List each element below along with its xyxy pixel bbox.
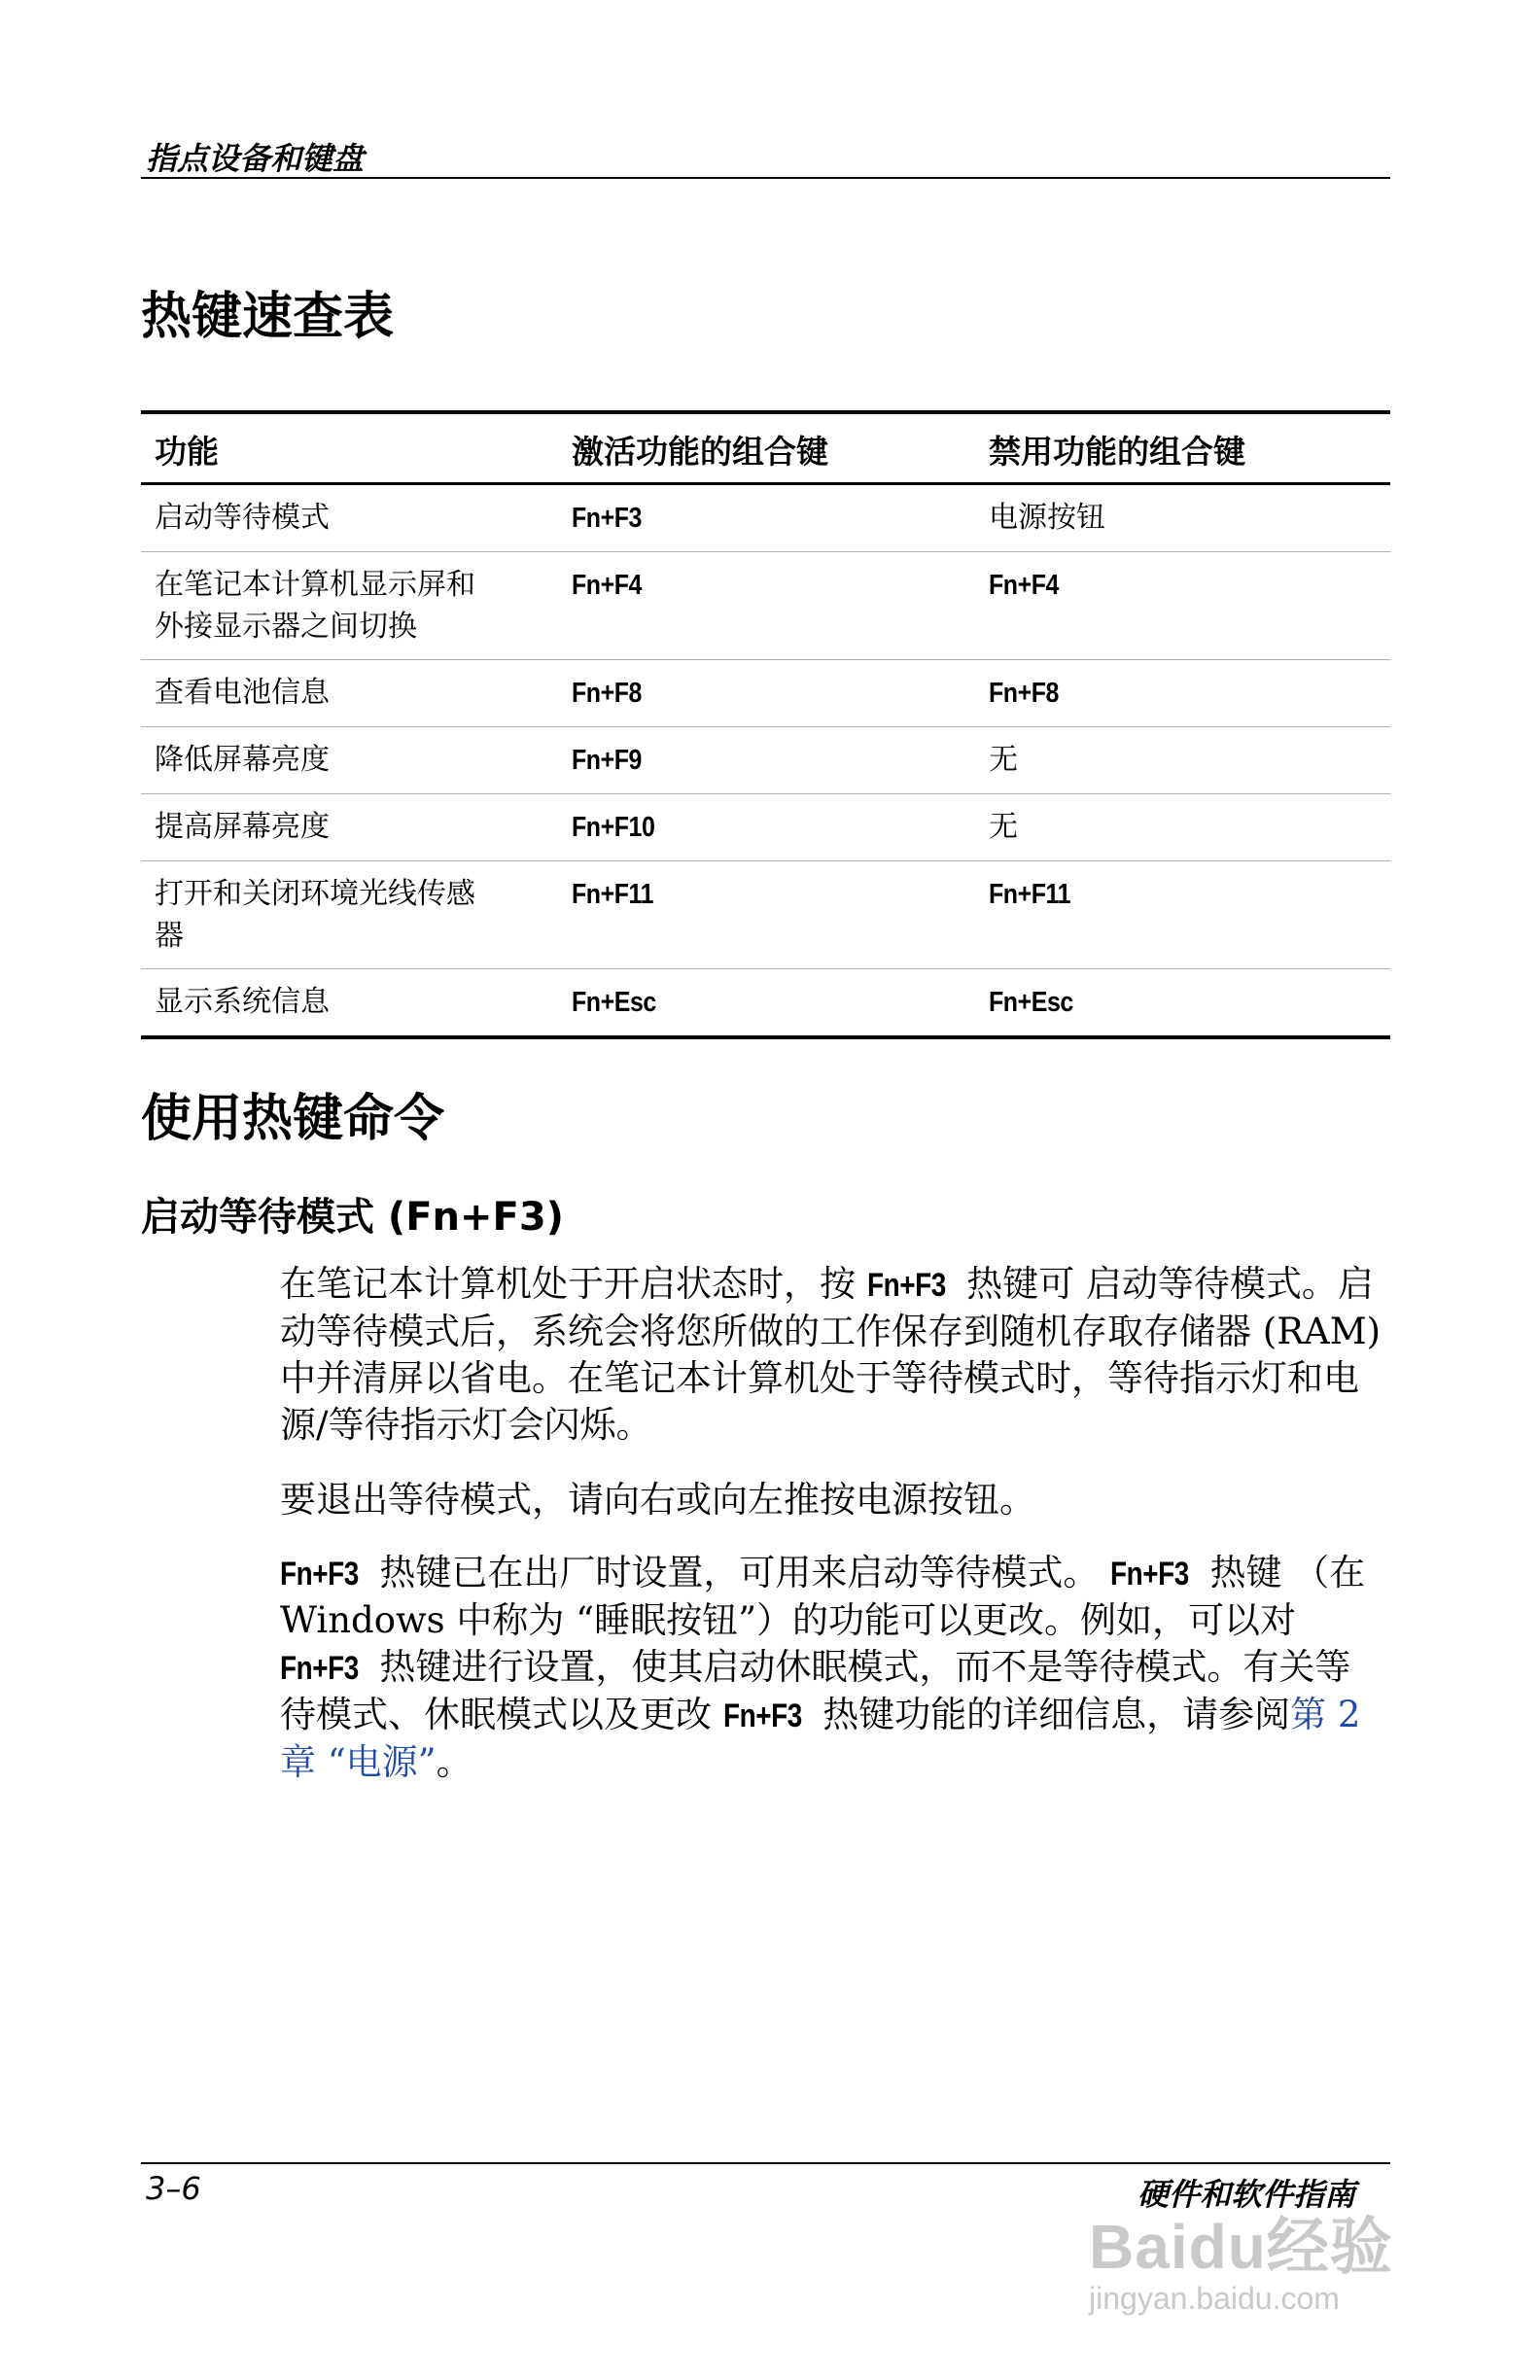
cell-activate-key: Fn+Esc <box>572 987 656 1018</box>
inline-key: Fn+F3 <box>1110 1556 1189 1592</box>
table-header-row <box>141 412 1390 484</box>
inline-key: Fn+F3 <box>722 1698 802 1734</box>
section-title-using-hotkeys: 使用热键命令 <box>141 1090 445 1148</box>
section-title-hotkey-quick-reference: 热键速查表 <box>141 288 395 346</box>
cell-function: 降低屏幕亮度 <box>141 727 558 794</box>
column-header-function: 功能 <box>141 412 558 484</box>
table-row <box>141 794 1390 861</box>
column-header-deactivate: 禁用功能的组合键 <box>975 412 1390 484</box>
page-number: 3–6 <box>146 2170 201 2207</box>
cell-deactivate-key: Fn+F8 <box>975 660 1390 727</box>
cell-deactivate-key: 电源按钮 <box>975 484 1390 552</box>
cell-function: 显示系统信息 <box>155 985 330 1019</box>
paragraph-exit-standby: 要退出等待模式，请向右或向左推按电源按钮。 <box>280 1479 1035 1521</box>
table-row <box>141 727 1390 794</box>
cell-deactivate-key: 无 <box>975 727 1390 794</box>
inline-key: Fn+F3 <box>280 1556 359 1592</box>
cell-activate-key: Fn+F8 <box>558 660 975 727</box>
running-header: 指点设备和键盘 <box>146 140 365 177</box>
subsection-title-standby: 启动等待模式 (Fn+F3) <box>141 1195 564 1240</box>
table-row <box>141 552 1390 660</box>
cell-activate-key: Fn+F4 <box>558 552 975 660</box>
cell-activate-key: Fn+F9 <box>558 727 975 794</box>
watermark-url: jingyan.baidu.com <box>1089 2281 1340 2316</box>
watermark <box>1089 2197 1393 2317</box>
cell-deactivate-key: Fn+F4 <box>975 552 1390 660</box>
table-row <box>141 660 1390 727</box>
cell-function: 查看电池信息 <box>141 660 558 727</box>
cell-function: 启动等待模式 <box>141 484 558 552</box>
paragraph-hotkey-config: Fn+F3 热键已在出厂时设置，可用来启动等待模式。 Fn+F3 热键 （在 Windows 中称为 “睡眠按钮”）的功能可以更改。例如，可以对 Fn+F3 热键进行设置，使其启动休眠模式，而不是等待模式。有关等待模式、休眠模式以及更改 Fn+F3 热键功能的详细信息，请参阅第 2 章 “电源”。 <box>280 1552 1366 1783</box>
cell-function: 提高屏幕亮度 <box>141 794 558 861</box>
table-row <box>141 861 1390 969</box>
hotkey-table <box>141 410 1390 1039</box>
cell-deactivate-key: Fn+F11 <box>975 861 1390 969</box>
table-row <box>141 484 1390 552</box>
watermark-logo: Baidu经验 <box>1089 2212 1393 2282</box>
running-footer: 硬件和软件指南 <box>1138 2176 1356 2213</box>
cell-activate-key: Fn+F10 <box>558 794 975 861</box>
table-row <box>141 969 1390 1038</box>
column-header-activate: 激活功能的组合键 <box>558 412 975 484</box>
chapter-link-power[interactable]: 第 2 章 “电源” <box>280 1694 1361 1783</box>
footer-rule <box>141 2162 1390 2164</box>
cell-deactivate-key: Fn+Esc <box>989 987 1073 1018</box>
cell-deactivate-key: 无 <box>975 794 1390 861</box>
inline-key: Fn+F3 <box>280 1650 359 1687</box>
header-rule <box>141 177 1390 179</box>
cell-activate-key: Fn+F3 <box>558 484 975 552</box>
paragraph-standby-intro: 在笔记本计算机处于开启状态时，按 Fn+F3 热键可 启动等待模式。启动等待模式后，系统会将您所做的工作保存到随机存取存储器 (RAM) 中并清屏以省电。在笔记本计算机处于等待模式时，等待指示灯和电源/等待指示灯会闪烁。 <box>280 1263 1382 1446</box>
cell-function: 打开和关闭环境光线传感器 <box>141 861 558 969</box>
inline-key: Fn+F3 <box>866 1267 946 1304</box>
cell-function: 在笔记本计算机显示屏和外接显示器之间切换 <box>141 552 558 660</box>
cell-activate-key: Fn+F11 <box>558 861 975 969</box>
